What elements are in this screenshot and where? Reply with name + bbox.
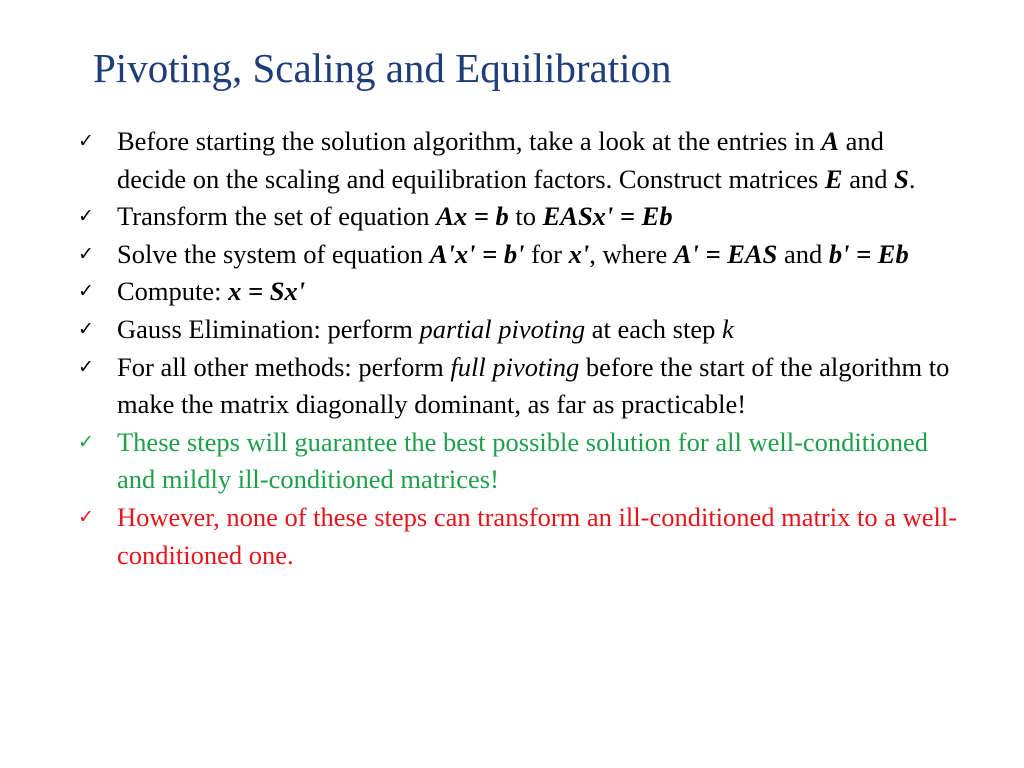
bullet-math-text: A' = EAS: [673, 238, 778, 269]
bullet-text: Gauss Elimination: perform: [117, 313, 420, 344]
checkmark-icon: ✓: [78, 280, 94, 303]
checkmark-icon: ✓: [78, 317, 94, 340]
bullet-text: Compute:: [117, 276, 229, 307]
bullet-text: before the start of the algorithm to make the matrix diagonally dominant, as far as practicable!: [117, 351, 950, 420]
bullet-item: [78, 123, 958, 198]
slide-title: Pivoting, Scaling and Equilibration: [93, 45, 672, 91]
bullet-item: [78, 236, 958, 274]
bullet-math-text: x = Sx': [228, 276, 306, 307]
bullet-math-text: A: [821, 126, 839, 156]
bullet-text: and decide on the scaling and equilibration factors. Construct matrices: [117, 126, 884, 194]
bullet-text: These steps will guarantee the best possible solution for all well-conditioned and mildly ill-conditioned matrices!: [117, 426, 929, 495]
bullet-text: for: [524, 238, 569, 269]
bullet-text: Transform the set of equation: [117, 201, 437, 232]
bullet-text: .: [908, 163, 916, 194]
bullet-item: [78, 311, 958, 349]
bullet-list: [78, 123, 958, 574]
bullet-math-text: S: [894, 163, 909, 194]
bullet-text: to: [508, 201, 543, 232]
bullet-math-text: E: [824, 163, 843, 194]
bullet-math-text: full pivoting: [450, 351, 580, 382]
bullet-text: and: [842, 163, 895, 194]
bullet-text: at each step: [585, 313, 722, 344]
bullet-math-text: EASx' = Eb: [542, 201, 673, 232]
checkmark-icon: ✓: [78, 205, 94, 228]
checkmark-icon: ✓: [78, 505, 94, 528]
bullet-math-text: x': [568, 238, 590, 269]
bullet-text: However, none of these steps can transform an ill-conditioned matrix to a well-conditioned one.: [117, 501, 958, 570]
bullet-text: For all other methods: perform: [117, 351, 451, 382]
checkmark-icon: ✓: [78, 430, 94, 453]
bullet-math-text: b' = Eb: [828, 238, 909, 269]
bullet-math-text: Ax = b: [436, 201, 509, 232]
bullet-text: , where: [589, 238, 674, 269]
bullet-item: [78, 424, 958, 499]
bullet-item: [78, 198, 958, 236]
bullet-item: [78, 499, 958, 574]
bullet-math-text: k: [721, 313, 734, 344]
bullet-item: [78, 273, 958, 311]
bullet-math-text: A'x' = b': [429, 238, 525, 269]
checkmark-icon: ✓: [78, 130, 94, 152]
bullet-text: and: [777, 238, 829, 269]
checkmark-icon: ✓: [78, 355, 94, 378]
bullet-text: Before starting the solution algorithm, take a look at the entries in: [117, 126, 822, 156]
bullet-math-text: partial pivoting: [419, 313, 586, 344]
bullet-text: Solve the system of equation: [117, 238, 430, 269]
bullet-item: [78, 349, 958, 424]
checkmark-icon: ✓: [78, 242, 94, 265]
